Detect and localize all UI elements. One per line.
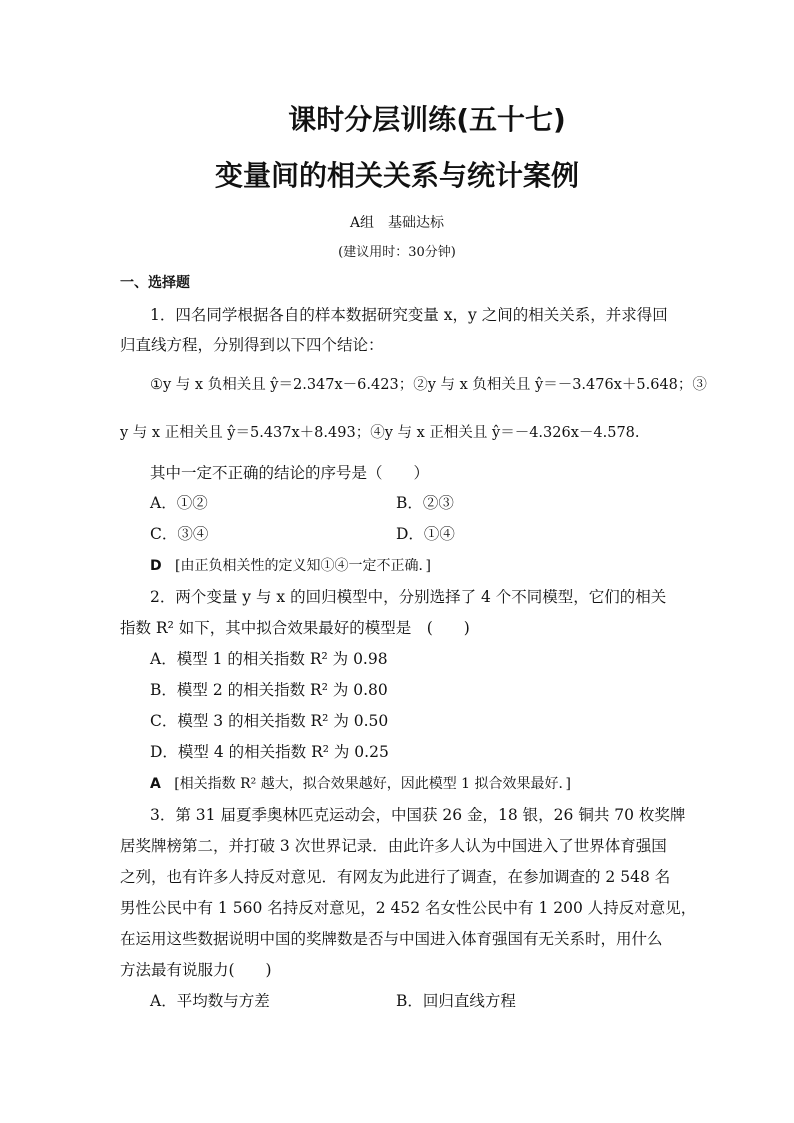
- q1-option-d: D．①④: [396, 525, 455, 543]
- page-subtitle: 变量间的相关关系与统计案例: [214, 159, 579, 192]
- q2-answer-letter: A: [150, 776, 161, 792]
- q3-line2: 居奖牌榜第二，并打破 3 次世界记录．由此许多人认为中国进入了世界体育强国: [120, 837, 667, 855]
- q2-option-c: C．模型 3 的相关指数 R² 为 0.50: [150, 712, 389, 730]
- page-title: 课时分层训练(五十七): [288, 103, 566, 136]
- q1-answer-text: [由正负相关性的定义知①④一定不正确．]: [174, 558, 431, 574]
- section-heading: 一、选择题: [120, 275, 190, 291]
- q2-answer-text: [相关指数 R² 越大，拟合效果越好，因此模型 1 拟合效果最好．]: [174, 776, 571, 792]
- q1-line1: 1．四名同学根据各自的样本数据研究变量 x，y 之间的相关关系，并求得回: [150, 306, 668, 324]
- q3-option-a: A．平均数与方差: [150, 992, 270, 1010]
- q1-line4: y 与 x 正相关且 ŷ＝5.437x＋8.493；④y 与 x 正相关且 ŷ＝－4.326x－4.578.: [120, 425, 640, 441]
- q1-line5: 其中一定不正确的结论的序号是（ ）: [150, 464, 430, 482]
- q2-line2: 指数 R² 如下，其中拟合效果最好的模型是 ( ): [120, 619, 470, 637]
- time-label: (建议用时：30分钟): [338, 245, 456, 260]
- q2-option-d: D．模型 4 的相关指数 R² 为 0.25: [150, 743, 389, 761]
- q3-line3: 之列，也有许多人持反对意见．有网友为此进行了调查，在参加调查的 2 548 名: [120, 868, 671, 886]
- q2-line1: 2．两个变量 y 与 x 的回归模型中，分别选择了 4 个不同模型，它们的相关: [150, 588, 667, 606]
- q3-option-b: B．回归直线方程: [396, 992, 516, 1010]
- q3-line4: 男性公民中有 1 560 名持反对意见，2 452 名女性公民中有 1 200 人持反对意见，: [120, 899, 697, 917]
- q1-answer-letter: D: [150, 558, 162, 574]
- q2-option-b: B．模型 2 的相关指数 R² 为 0.80: [150, 681, 388, 699]
- q1-option-a: A．①②: [150, 494, 208, 512]
- q1-answer: [150, 555, 431, 577]
- q1-line3: ①y 与 x 负相关且 ŷ＝2.347x－6.423；②y 与 x 负相关且 ŷ＝－3.476x＋5.648；③: [150, 377, 707, 393]
- q1-option-b: B．②③: [396, 494, 454, 512]
- q3-line6: 方法最有说服力( ): [120, 961, 272, 979]
- q2-option-a: A．模型 1 的相关指数 R² 为 0.98: [150, 650, 388, 668]
- group-label: A组 基础达标: [349, 215, 445, 231]
- q2-answer: [150, 773, 571, 795]
- q1-option-c: C．③④: [150, 525, 209, 543]
- q1-line2: 归直线方程，分别得到以下四个结论：: [120, 336, 384, 354]
- q3-line5: 在运用这些数据说明中国的奖牌数是否与中国进入体育强国有无关系时，用什么: [120, 930, 663, 948]
- q3-line1: 3．第 31 届夏季奥林匹克运动会，中国获 26 金，18 银，26 铜共 70 枚奖牌: [150, 806, 686, 824]
